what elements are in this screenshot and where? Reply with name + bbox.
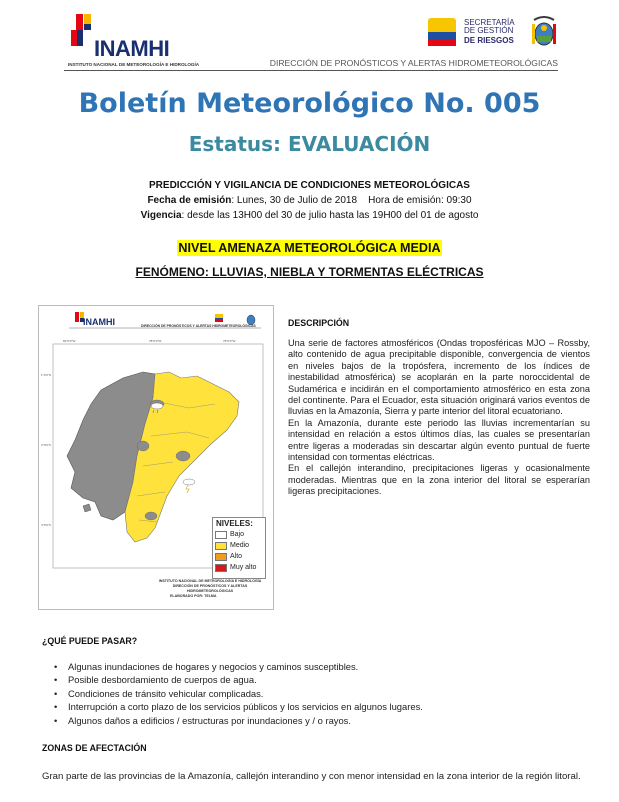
- map-sgr-logo-icon: [215, 314, 223, 322]
- map-legend: [212, 517, 266, 579]
- sgr-logo-line1: SECRETARÍA: [464, 18, 515, 27]
- description-paragraph: En la Amazonía, durante este periodo las lluvias incrementarían su intensidad en relación a estos últimos días, las cuales se presentarían entre ligeras a moderadas sin descartar algún evento puntual de fuerte intensidad con tormentas eléctricas.: [288, 417, 590, 463]
- graticule-label: 2°0'0"S: [41, 443, 51, 447]
- header-divider: [64, 70, 558, 71]
- list-item: • Interrupción a corto plazo de los servicios públicos y los servicios en algunos lugares.: [52, 700, 572, 713]
- legend-label: Medio: [230, 542, 250, 549]
- legend-label: Bajo: [230, 531, 245, 538]
- graticule-label: 75°0'0"W: [223, 339, 236, 343]
- what-can-happen-heading: ¿QUÉ PUEDE PASAR?: [42, 636, 138, 646]
- section-title: PREDICCIÓN Y VIGILANCIA DE CONDICIONES METEOROLÓGICAS: [149, 180, 470, 191]
- sgr-logo: [428, 16, 528, 50]
- legend-item: [213, 562, 265, 573]
- sgr-logo-line2: DE GESTIÓN: [464, 26, 514, 35]
- sgr-logo-line3: DE RIESGOS: [464, 36, 514, 45]
- legend-item: [213, 551, 265, 562]
- graticule-label: 82°0'0"W: [63, 339, 76, 343]
- graticule-label: 4°0'0"S: [41, 523, 51, 527]
- map-footer: [150, 579, 270, 599]
- what-can-happen-list: [52, 660, 572, 727]
- graticule-label: 1°0'0"N: [41, 373, 52, 377]
- legend-item: [213, 529, 265, 540]
- threat-level: [0, 239, 619, 257]
- legend-swatch: [215, 531, 227, 539]
- inamhi-logo-text: INAMHI: [94, 36, 170, 61]
- legend-label: Alto: [230, 553, 243, 560]
- sierra-patch: [176, 451, 190, 461]
- emission-line: [0, 195, 619, 206]
- legend-swatch: [215, 553, 227, 561]
- description-body: [288, 338, 590, 498]
- legend-title: NIVELES:: [216, 519, 253, 528]
- legend-item: [213, 540, 265, 551]
- legend-swatch: [215, 542, 227, 550]
- svg-text:INAMHI: INAMHI: [83, 317, 115, 327]
- bulletin-status: Estatus: EVALUACIÓN: [188, 132, 431, 156]
- list-item: • Posible desbordamiento de cuerpos de agua.: [52, 673, 572, 686]
- sierra-patch: [137, 441, 149, 451]
- sgr-flag-icon: [428, 18, 456, 46]
- zones-text: Gran parte de las provincias de la Amazonía, callejón interandino y con menor intensidad en la zona interior de la región litoral.: [42, 771, 581, 782]
- graticule-label: 78°0'0"W: [149, 339, 162, 343]
- validity-line: [0, 210, 619, 221]
- map-inamhi-logo-icon: [75, 312, 115, 327]
- map-header-text: DIRECCIÓN DE PRONÓSTICOS Y ALERTAS HIDROMETEOROLÓGICAS: [141, 324, 256, 328]
- emission-label: Fecha de emisión: [147, 195, 232, 206]
- list-item: • Algunas inundaciones de hogares y negocios y caminos susceptibles.: [52, 660, 572, 673]
- legend-swatch: [215, 564, 227, 572]
- bulletin-title: Boletín Meteorológico No. 005: [78, 88, 541, 119]
- emission-value: : Lunes, 30 de Julio de 2018 Hora de emisión: 09:30: [231, 195, 472, 206]
- threat-level-label: NIVEL AMENAZA METEOROLÓGICA MEDIA: [178, 241, 441, 255]
- zones-heading: ZONAS DE AFECTACIÓN: [42, 743, 147, 753]
- legend-label: Muy alto: [230, 564, 257, 571]
- ecuador-coat-of-arms-icon: [530, 14, 558, 50]
- map-footer-line2: DIRECCIÓN DE PRONÓSTICOS Y ALERTAS HIDROMETEOROLÓGICAS: [172, 584, 248, 593]
- description-paragraph: En el callejón interandino, precipitaciones ligeras y ocasionalmente moderadas. Mientras que en la zona interior del litoral se esperarían ligeras precipitaciones.: [288, 463, 590, 497]
- list-item: • Algunos daños a edificios / estructuras por inundaciones y / o rayos.: [52, 714, 572, 727]
- phenomenon: FENÓMENO: LLUVIAS, NIEBLA Y TORMENTAS ELÉCTRICAS: [135, 265, 484, 279]
- description-paragraph: Una serie de factores atmosféricos (Ondas troposféricas MJO – Rossby, alto contenido de agua precipitable disponible, convergencia de vientos en niveles bajos de la tropósfera, incremento de los índices de inestabilidad atmosférica) se acoplarán en la parte noroccidental de Sudamérica e incidirán en el comportamiento atmosférico en esta zona del continente. Para el Ecuador, esta situación originará varios eventos de lluvias en la Amazonía, Sierra y parte interior del litoral ecuatoriano.: [288, 338, 590, 417]
- inamhi-logo-subtitle: INSTITUTO NACIONAL DE METEOROLOGÍA E HIDROLOGÍA: [68, 62, 200, 67]
- map-footer-line3: ELABORADO POR: TELMA: [170, 594, 217, 598]
- list-item: • Condiciones de tránsito vehicular complicadas.: [52, 687, 572, 700]
- sierra-patch: [145, 512, 157, 520]
- description-heading: DESCRIPCIÓN: [288, 318, 350, 328]
- validity-value: : desde las 13H00 del 30 de julio hasta las 19H00 del 01 de agosto: [181, 210, 479, 221]
- validity-label: Vigencia: [140, 210, 182, 221]
- department-header: DIRECCIÓN DE PRONÓSTICOS Y ALERTAS HIDROMETEOROLÓGICAS: [269, 58, 558, 68]
- map-footer-line1: INSTITUTO NACIONAL DE METEOROLOGÍA E HIDROLOGÍA: [158, 579, 262, 583]
